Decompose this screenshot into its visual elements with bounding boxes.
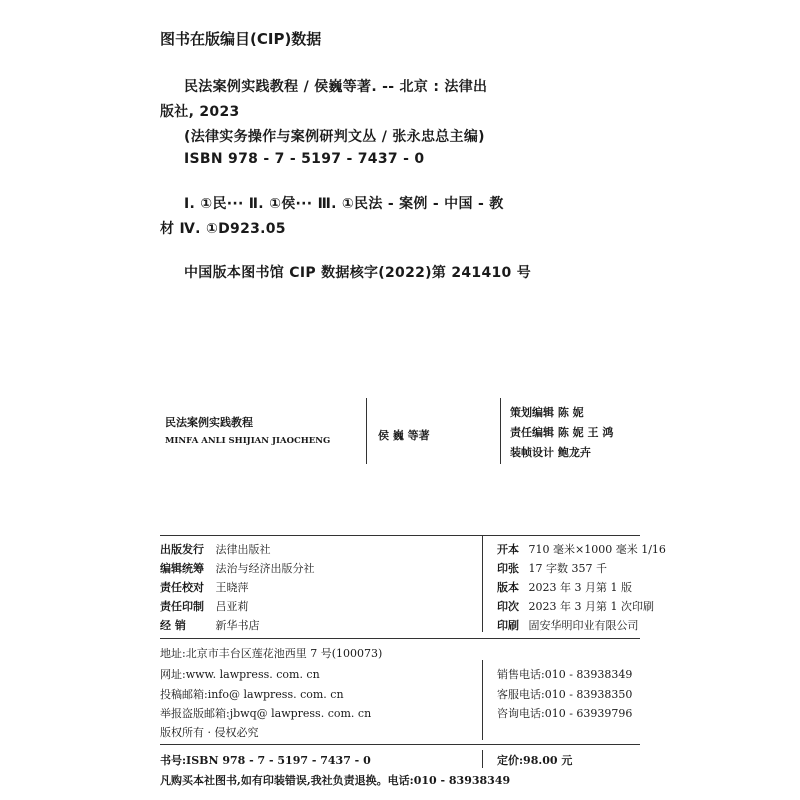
pub-label: 开本	[497, 543, 519, 556]
pub-row-coordination	[160, 560, 315, 576]
cip-series: (法律实务操作与案例研判文丛 / 张永忠总主编)	[184, 129, 485, 145]
cip-isbn: ISBN 978 - 7 - 5197 - 7437 - 0	[184, 151, 425, 167]
contact-website: 网址:www. lawpress. com. cn	[160, 668, 320, 681]
pub-value: 2023 年 3 月第 1 次印刷	[528, 600, 654, 613]
pub-row-distributor	[160, 617, 260, 633]
divider-contact-mid	[482, 660, 483, 740]
pub-label: 责任校对	[160, 581, 204, 594]
contact-sales-phone: 销售电话:010 - 83938349	[497, 668, 633, 681]
cip-class-line2: 材 Ⅳ. ①D923.05	[160, 221, 286, 237]
footer-notice: 凡购买本社图书,如有印装错误,我社负责退换。电话:010 - 83938349	[160, 774, 511, 787]
pub-value: 王晓萍	[215, 581, 249, 594]
contact-rights: 版权所有 · 侵权必究	[160, 726, 259, 739]
pub-value: 2023 年 3 月第 1 版	[528, 581, 632, 594]
pub-label: 出版发行	[160, 543, 204, 556]
footer-book-number: 书号:ISBN 978 - 7 - 5197 - 7437 - 0	[160, 754, 371, 767]
book-title: 民法案例实践教程	[165, 416, 253, 429]
pub-label: 经 销	[160, 619, 186, 632]
cip-record-line2: 版社, 2023	[160, 104, 240, 120]
contact-report-email: 举报盗版邮箱:jbwq@ lawpress. com. cn	[160, 707, 372, 720]
divider-authors-right	[500, 398, 501, 464]
pub-label: 印次	[497, 600, 519, 613]
pub-row-impression	[497, 598, 654, 614]
pub-row-printer	[497, 617, 639, 633]
pub-value: 法治与经济出版分社	[215, 562, 315, 575]
pub-label: 印刷	[497, 619, 519, 632]
pub-value: 固安华明印业有限公司	[528, 619, 639, 632]
pub-row-proofreader	[160, 579, 249, 595]
contact-inquiry-phone: 咨询电话:010 - 63939796	[497, 707, 633, 720]
pub-value: 法律出版社	[215, 543, 271, 556]
pub-row-edition	[497, 579, 632, 595]
cip-heading: 图书在版编目(CIP)数据	[160, 30, 322, 48]
responsible-editor: 责任编辑 陈 妮 王 鸿	[510, 426, 614, 439]
cip-class-line1: Ⅰ. ①民··· Ⅱ. ①侯··· Ⅲ. ①民法 - 案例 - 中国 - 教	[184, 196, 504, 212]
divider-publishing-mid	[482, 535, 483, 632]
cip-record-line1: 民法案例实践教程 / 侯巍等著. -- 北京 : 法律出	[184, 79, 488, 95]
pub-row-sheets	[497, 560, 607, 576]
pub-value: 710 毫米×1000 毫米 1/16	[528, 543, 666, 556]
pub-row-format	[497, 541, 666, 557]
pub-label: 责任印制	[160, 600, 204, 613]
divider-publishing-top	[160, 535, 640, 536]
contact-address: 地址:北京市丰台区莲花池西里 7 号(100073)	[160, 647, 383, 660]
divider-contact-top	[160, 638, 640, 639]
cip-approval: 中国版本图书馆 CIP 数据核字(2022)第 241410 号	[184, 265, 532, 281]
pub-label: 版本	[497, 581, 519, 594]
pub-value: 吕亚莉	[215, 600, 249, 613]
pub-value: 新华书店	[215, 619, 260, 632]
book-pinyin: MINFA ANLI SHIJIAN JIAOCHENG	[165, 436, 331, 446]
divider-footer-top	[160, 744, 640, 745]
pub-row-publisher	[160, 541, 271, 557]
planning-editor: 策划编辑 陈 妮	[510, 406, 584, 419]
pub-value: 17 字数 357 千	[528, 562, 607, 575]
divider-footer-mid	[482, 750, 483, 768]
pub-row-printing-supervisor	[160, 598, 249, 614]
pub-label: 印张	[497, 562, 519, 575]
cover-design: 装帧设计 鲍龙卉	[510, 446, 591, 459]
divider-authors-left	[366, 398, 367, 464]
book-authors: 侯 巍 等著	[378, 429, 430, 442]
pub-label: 编辑统筹	[160, 562, 204, 575]
footer-price: 定价:98.00 元	[497, 754, 573, 767]
contact-submission-email: 投稿邮箱:info@ lawpress. com. cn	[160, 688, 344, 701]
contact-service-phone: 客服电话:010 - 83938350	[497, 688, 633, 701]
